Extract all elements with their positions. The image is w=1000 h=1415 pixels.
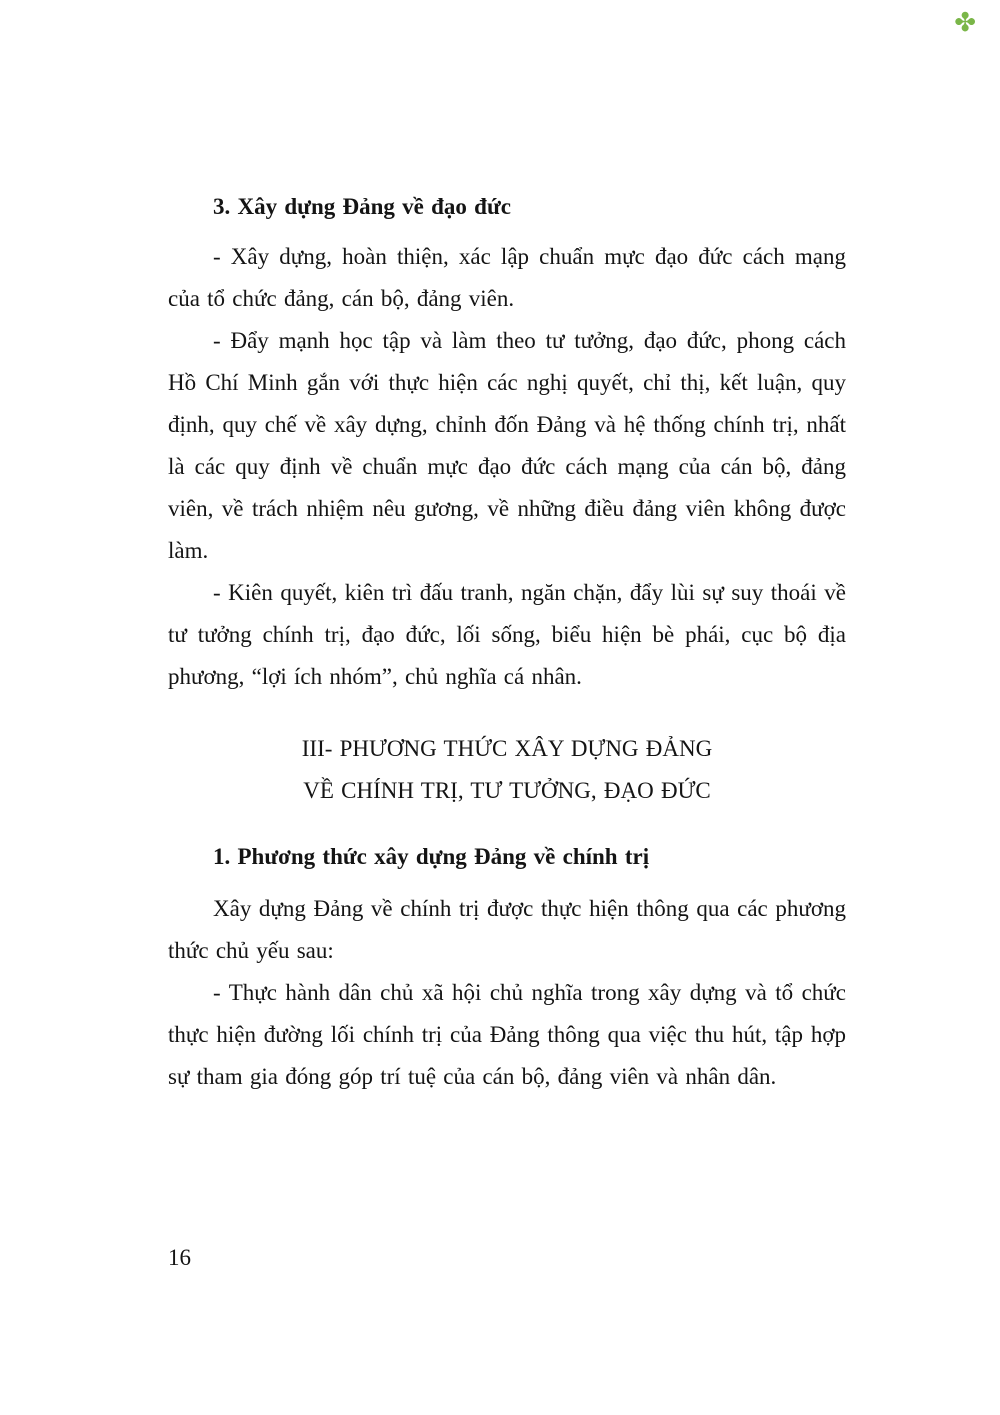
paragraph-ethics-1: - Xây dựng, hoàn thiện, xác lập chuẩn mực đạo đức cách mạng của tổ chức đảng, cán bộ, đảng viên.: [168, 244, 846, 311]
paragraph-politics-2: - Thực hành dân chủ xã hội chủ nghĩa trong xây dựng và tổ chức thực hiện đường lối chính trị của Đảng thông qua việc thu hút, tập hợp sự tham gia đóng góp trí tuệ của cán bộ, đảng viên và nhân dân.: [168, 980, 846, 1089]
paragraph-politics-1: Xây dựng Đảng về chính trị được thực hiện thông qua các phương thức chủ yếu sau:: [168, 896, 846, 963]
heading-section-III-line2: VỀ CHÍNH TRỊ, TƯ TƯỞNG, ĐẠO ĐỨC: [303, 778, 711, 803]
heading-section-III: [168, 728, 846, 812]
heading-sub-1: 1. Phương thức xây dựng Đảng về chính trị: [213, 844, 650, 869]
page-number: 16: [168, 1245, 191, 1270]
flower-icon: ✤: [954, 8, 976, 37]
page-content: [168, 186, 846, 1098]
heading-section-3: 3. Xây dựng Đảng về đạo đức: [213, 194, 511, 219]
paragraph-ethics-2: - Đẩy mạnh học tập và làm theo tư tưởng, đạo đức, phong cách Hồ Chí Minh gắn với thực hiện các nghị quyết, chỉ thị, kết luận, quy định, quy chế về xây dựng, chỉnh đốn Đảng và hệ thống chính trị, nhất là các quy định về chuẩn mực đạo đức cách mạng của cán bộ, đảng viên, về trách nhiệm nêu gương, về những điều đảng viên không được làm.: [168, 328, 846, 563]
paragraph-ethics-3: - Kiên quyết, kiên trì đấu tranh, ngăn chặn, đẩy lùi sự suy thoái về tư tưởng chính trị, đạo đức, lối sống, biểu hiện bè phái, cục bộ địa phương, “lợi ích nhóm”, chủ nghĩa cá nhân.: [168, 580, 846, 689]
heading-section-III-line1: III- PHƯƠNG THỨC XÂY DỰNG ĐẢNG: [301, 736, 713, 761]
